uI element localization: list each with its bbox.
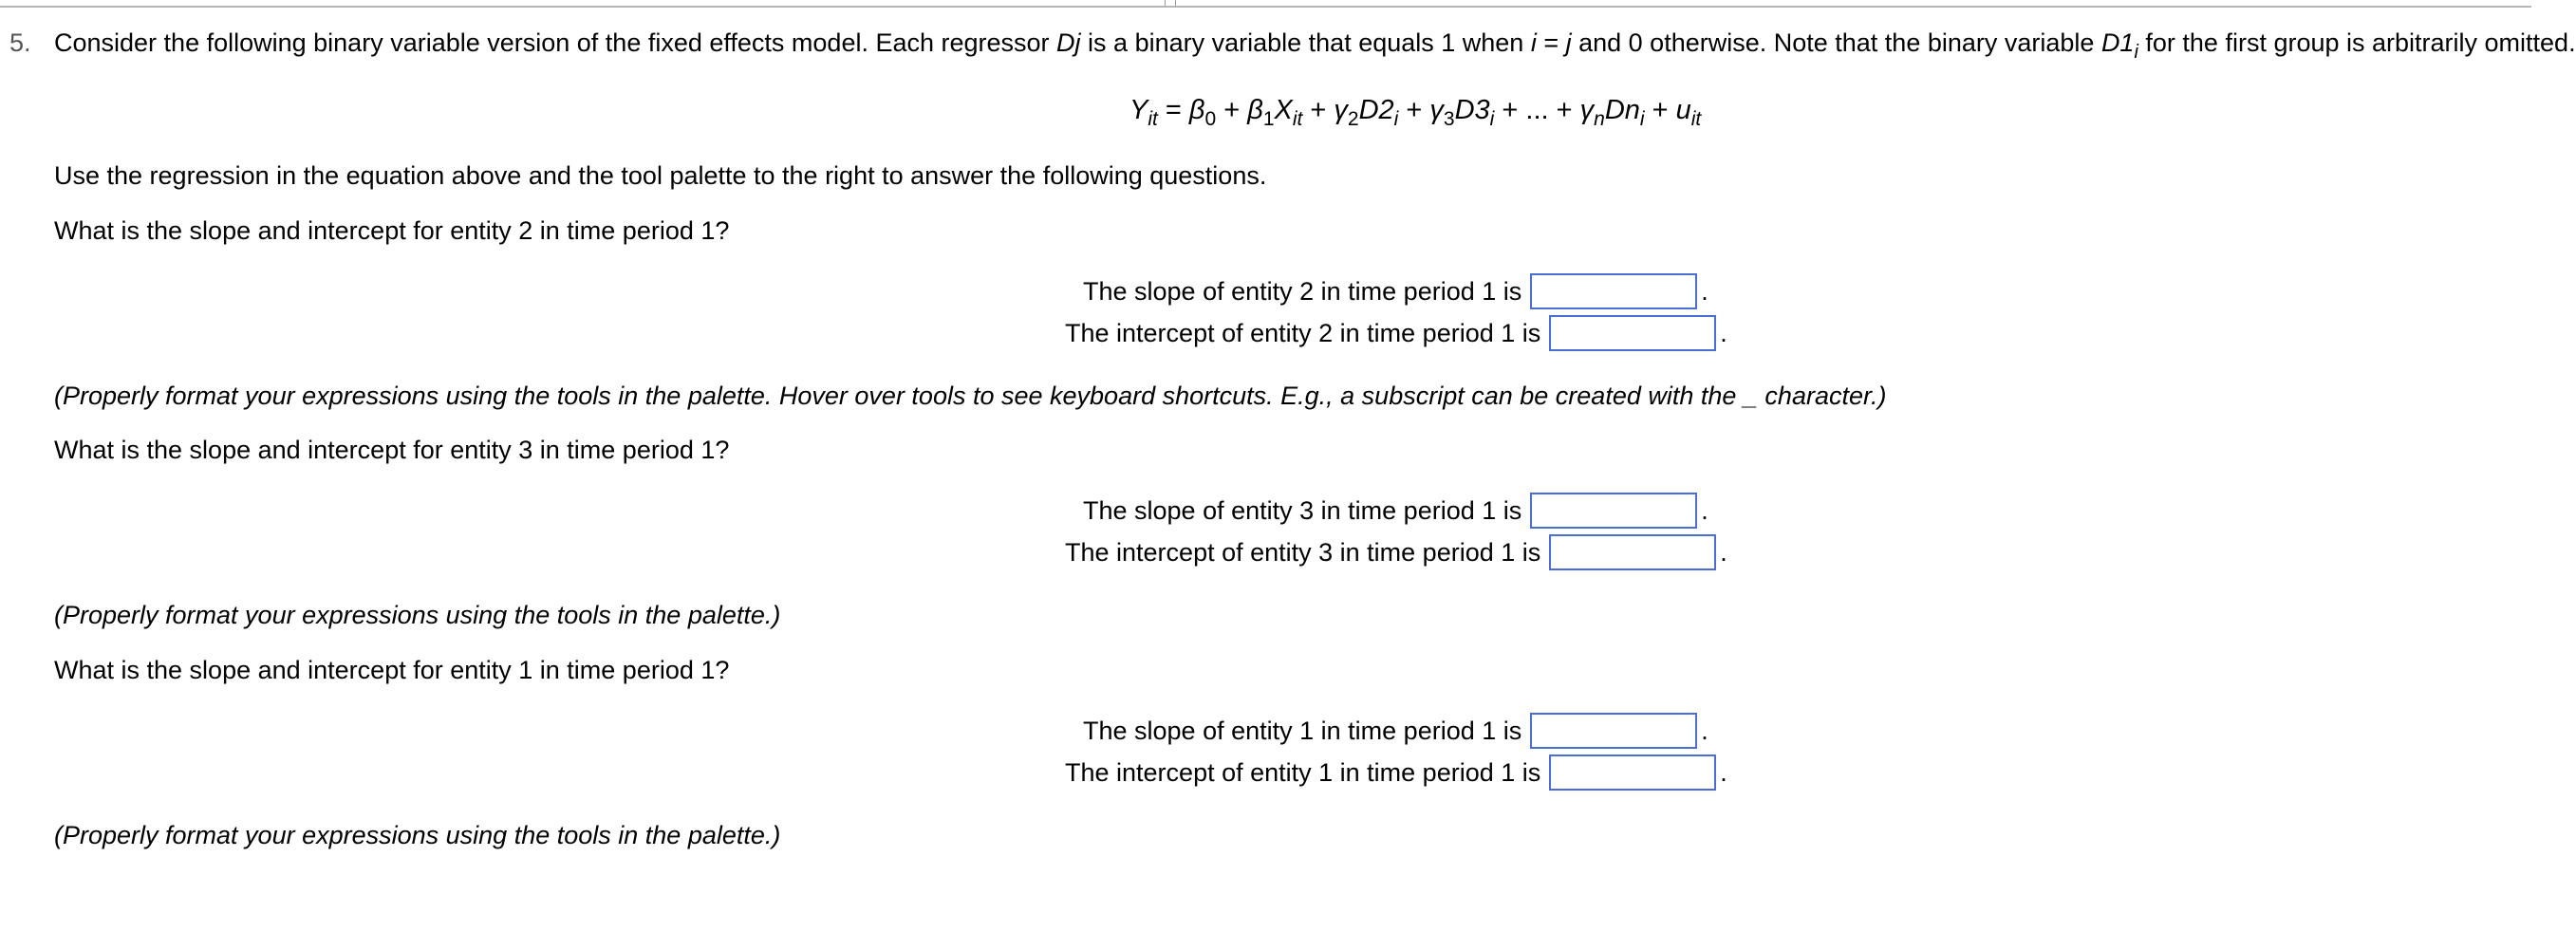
part-1-slope-label: The slope of entity 2 in time period 1 is: [1083, 276, 1522, 306]
part-2-intercept-input[interactable]: [1549, 534, 1716, 570]
top-divider-notch: [1165, 0, 1176, 6]
question-stem: Consider the following binary variable version of the fixed effects model. Each regressor Dj is a binary variable that equals 1 when i = j and 0 otherwise. Note that the binary variable $D1_i$ for the first group is arbitrarily omitted.: [54, 28, 2576, 63]
part-2-slope-row: [1083, 493, 1708, 529]
part-3-intercept-label: The intercept of entity 1 in time period 1 is: [1065, 757, 1541, 787]
part-3-slope-row: [1083, 713, 1708, 749]
top-divider: [0, 0, 2531, 8]
part-3-intercept-period: .: [1720, 757, 1727, 787]
part-2-slope-period: .: [1701, 495, 1708, 525]
part-2-intercept-row: [1065, 534, 1727, 570]
part-3-hint: (Properly format your expressions using the tools in the palette.): [54, 821, 781, 849]
part-3-intercept-row: [1065, 754, 1727, 791]
part-2-prompt: What is the slope and intercept for entity 3 in time period 1?: [54, 436, 730, 464]
part-3-prompt: What is the slope and intercept for entity 1 in time period 1?: [54, 656, 730, 684]
question-number: 5.: [9, 28, 31, 57]
instruction-text: Use the regression in the equation above and the tool palette to the right to answer the following questions.: [54, 161, 1267, 190]
part-1-hint: (Properly format your expressions using the tools in the palette. Hover over tools to see keyboard shortcuts. E.g., a subscript can be created with the _ character.): [54, 382, 1887, 410]
part-3-slope-input[interactable]: [1530, 713, 1697, 749]
part-1-intercept-label: The intercept of entity 2 in time period 1 is: [1065, 318, 1541, 347]
part-1-slope-input[interactable]: [1530, 273, 1697, 309]
fixed-effects-equation: $Y_{it} = \beta_0 + \beta_1X_{it} + \gamma_2D2_i + \gamma_3D3_i$ + ... + $\gamma_nDn_i + u_{it}$: [1129, 95, 1702, 130]
part-2-intercept-label: The intercept of entity 3 in time period 1 is: [1065, 537, 1541, 567]
part-3-slope-period: .: [1701, 716, 1708, 745]
part-1-intercept-row: [1065, 315, 1727, 351]
part-3-slope-label: The slope of entity 1 in time period 1 is: [1083, 716, 1522, 745]
part-2-slope-label: The slope of entity 3 in time period 1 is: [1083, 495, 1522, 525]
part-1-intercept-input[interactable]: [1549, 315, 1716, 351]
part-1-slope-row: [1083, 273, 1708, 309]
part-2-slope-input[interactable]: [1530, 493, 1697, 529]
part-2-hint: (Properly format your expressions using the tools in the palette.): [54, 601, 781, 629]
part-1-prompt: What is the slope and intercept for entity 2 in time period 1?: [54, 216, 730, 245]
part-3-intercept-input[interactable]: [1549, 754, 1716, 791]
part-2-intercept-period: .: [1720, 537, 1727, 567]
part-1-slope-period: .: [1701, 276, 1708, 306]
part-1-intercept-period: .: [1720, 318, 1727, 347]
